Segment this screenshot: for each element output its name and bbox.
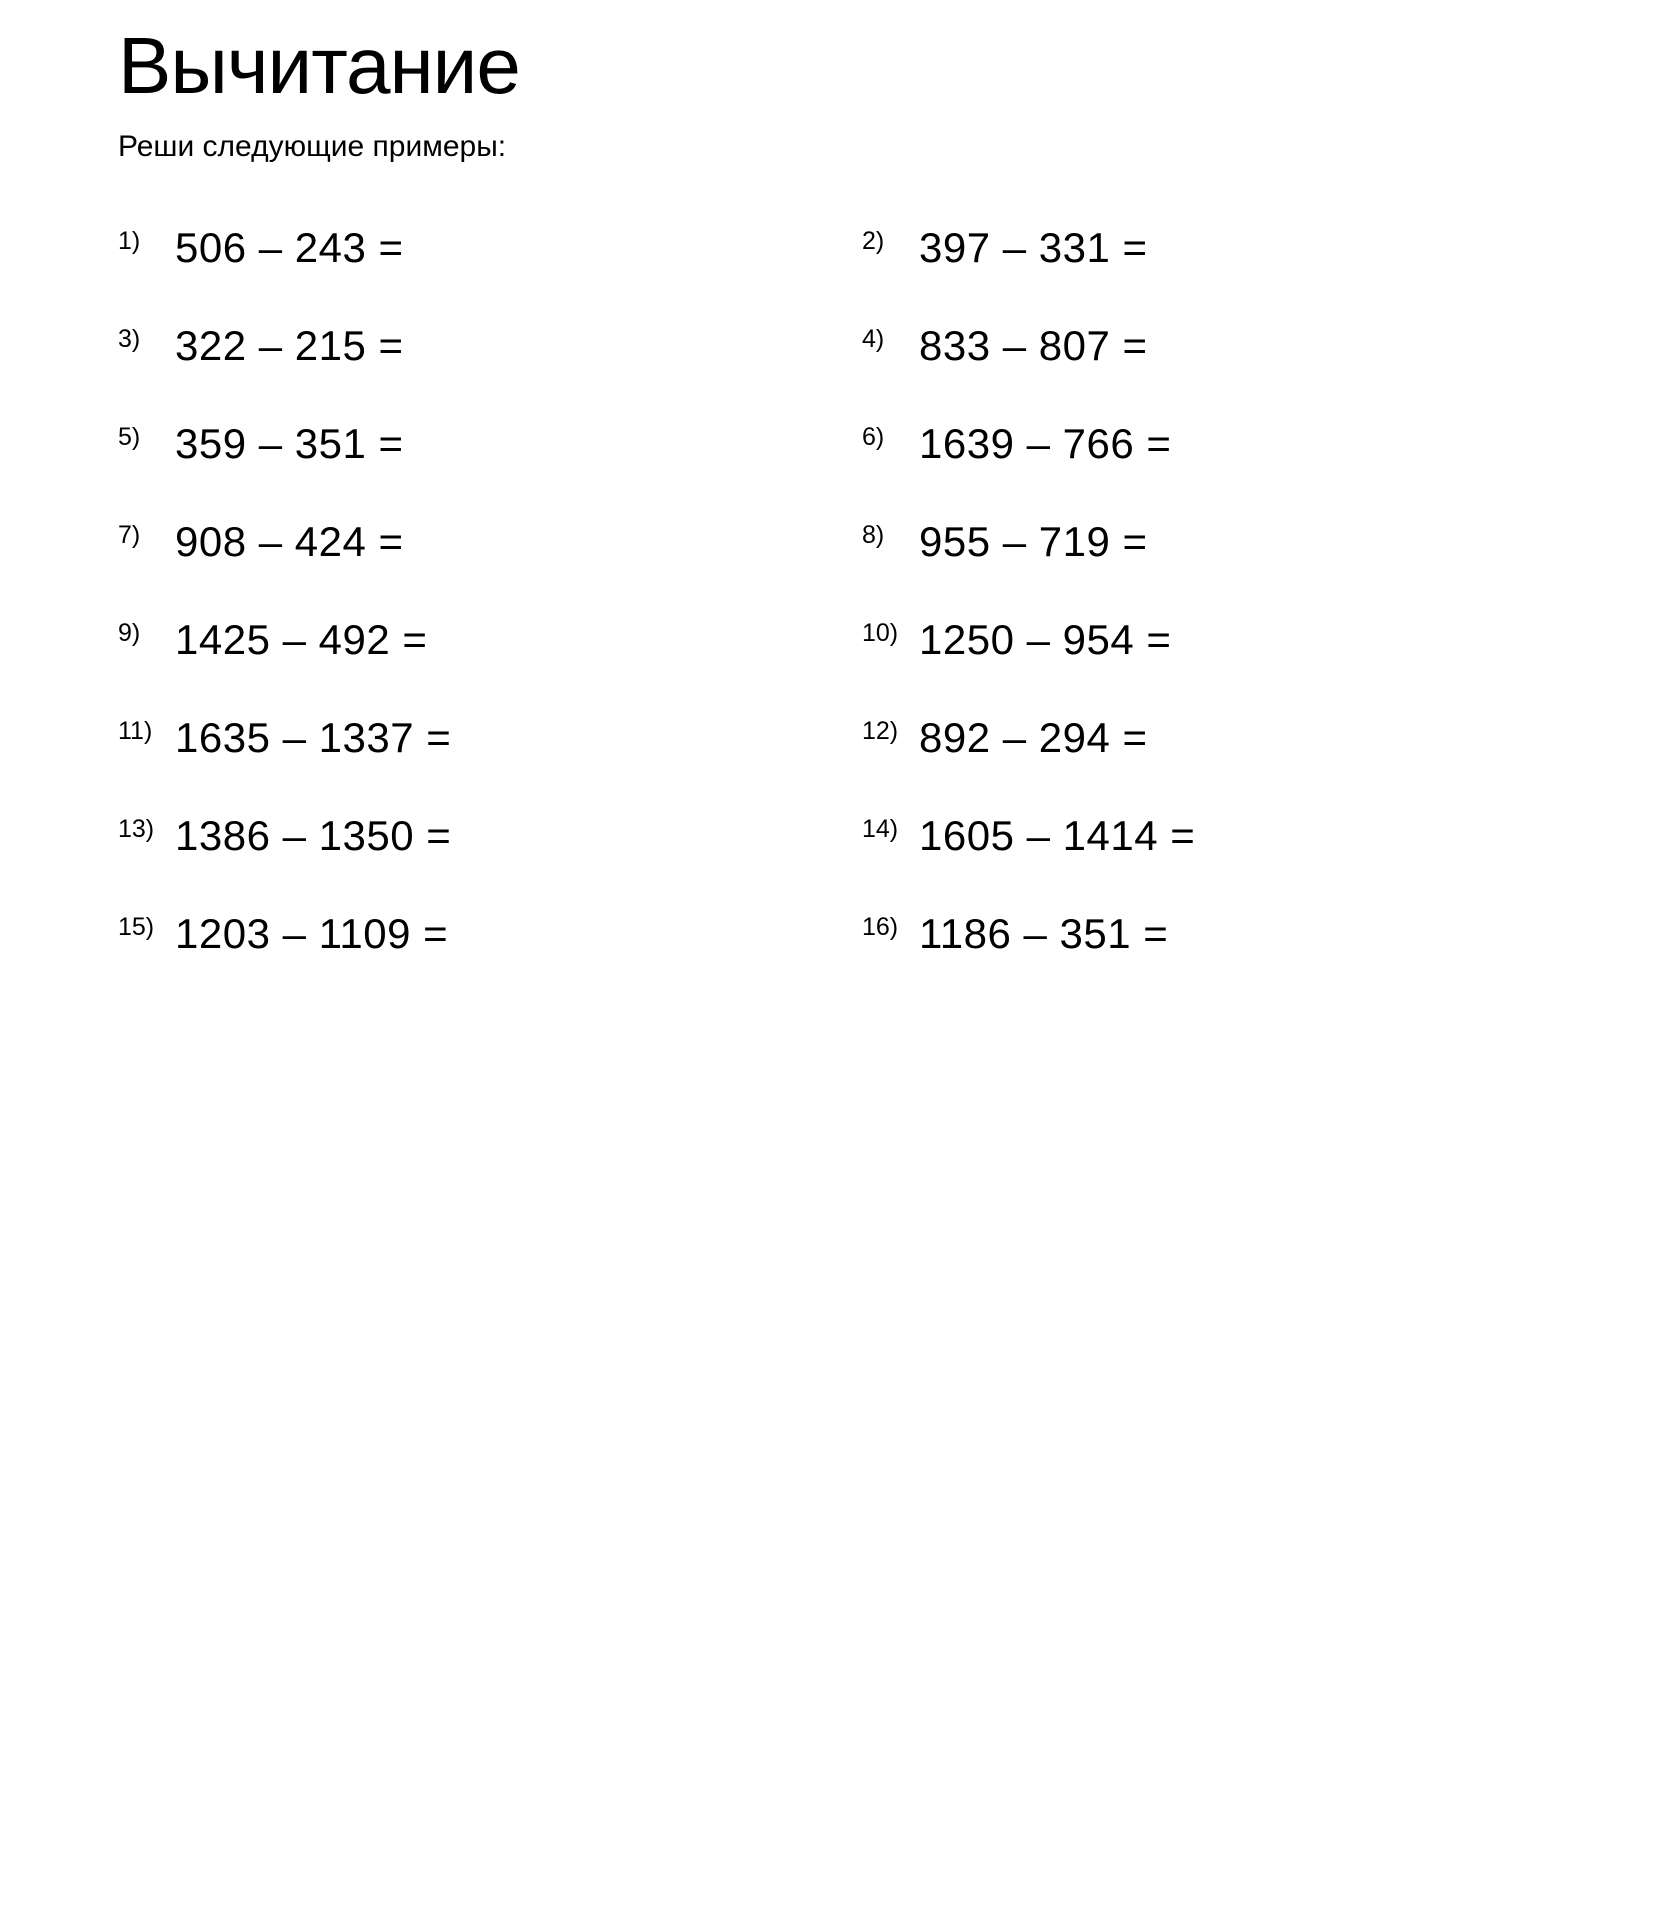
problem-expression: 1203 – 1109 = [175, 910, 449, 957]
problem-number: 7) [118, 521, 141, 549]
problem-number: 11) [118, 717, 153, 745]
problem-number: 2) [862, 227, 885, 255]
problem-expression: 359 – 351 = [175, 420, 404, 467]
worksheet-title: Вычитание [118, 21, 520, 110]
problem-number: 3) [118, 325, 141, 353]
problem-expression: 322 – 215 = [175, 322, 404, 369]
problem-number: 10) [862, 619, 899, 647]
problem-expression: 1605 – 1414 = [919, 812, 1196, 859]
problem-number: 9) [118, 619, 141, 647]
problem-number: 6) [862, 423, 885, 451]
problem-number: 15) [118, 913, 155, 941]
problem-expression: 1386 – 1350 = [175, 812, 452, 859]
problem-number: 5) [118, 423, 141, 451]
problem-number: 4) [862, 325, 885, 353]
worksheet-instructions: Реши следующие примеры: [118, 130, 507, 163]
problem-expression: 1639 – 766 = [919, 420, 1172, 467]
problem-expression: 1635 – 1337 = [175, 714, 452, 761]
problem-expression: 955 – 719 = [919, 518, 1148, 565]
problem-number: 13) [118, 815, 155, 843]
problem-number: 1) [118, 227, 141, 255]
problem-expression: 892 – 294 = [919, 714, 1148, 761]
problem-number: 12) [862, 717, 899, 745]
problem-expression: 1250 – 954 = [919, 616, 1172, 663]
problem-expression: 1186 – 351 = [919, 910, 1169, 957]
problem-number: 8) [862, 521, 885, 549]
problem-expression: 908 – 424 = [175, 518, 404, 565]
problem-number: 14) [862, 815, 899, 843]
problem-expression: 833 – 807 = [919, 322, 1148, 369]
problem-expression: 506 – 243 = [175, 224, 404, 271]
problem-expression: 397 – 331 = [919, 224, 1148, 271]
problem-number: 16) [862, 913, 899, 941]
problem-expression: 1425 – 492 = [175, 616, 428, 663]
